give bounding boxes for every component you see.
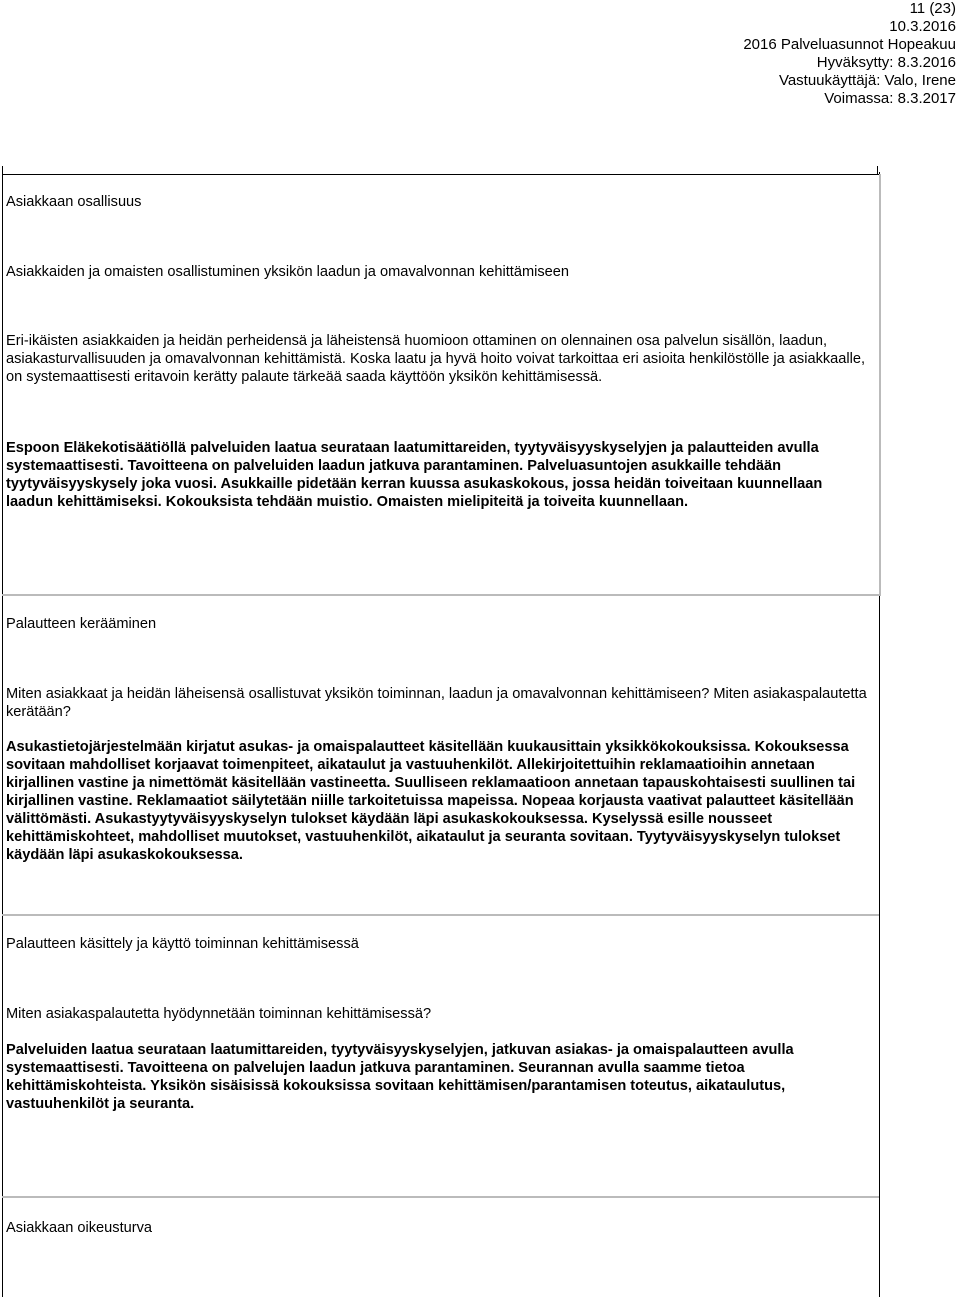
feedback-collection-answer: Asukastietojärjestelmään kirjatut asukas- ja omaispalautteet käsitellään kuukausittain yksikkökokouksissa. Kokouksessa sovitaan mahdolliset korjaavat toimenpiteet, aikataulut ja vastuuhenkilöt. Allekirjoitettuihin reklamaatioihin annetaan kirjallinen vastine ja nimettömät käsitellään vastineetta. Suulliseen reklamaatioon annetaan tapauskohtaisesti suullinen tai kirjallinen vastine. Reklamaatiot säilytetään niille tarkoitetuissa mapeissa. Nopeaa korjausta vaativat palautteet käsitellään välittömästi. Asukastyytyväisyyskyselyn tulokset käydään läpi asukaskokouksessa. Kyselyssä esille nousseet kehittämiskohteet, mahdolliset muutokset, vastuuhenkilöt, aikataulut ja seuranta sovitaan. Tyytyväisyyskyselyn tulokset käydään läpi asukaskokouksessa. <box>6 739 856 863</box>
frame-tick-left <box>2 166 3 174</box>
page-header <box>743 0 956 108</box>
feedback-handling-answer: Palveluiden laatua seurataan laatumittareiden, tyytyväisyyskyselyjen, jatkuvan asiakas- ja omaispalautteen avulla systemaattisesti. Tavoitteena on palvelujen laadun jatkuva parantaminen. Seurannan avulla saamme tietoa kehittämiskohteista. Yksikön sisäisissä kokouksissa sovitaan kehittämisen/parantamisen toteutus, aikataulutus, vastuuhenkilöt ja seuranta. <box>6 1042 794 1112</box>
document-date: 10.3.2016 <box>889 18 956 35</box>
approved-date: Hyväksytty: 8.3.2016 <box>816 54 956 71</box>
section-title-legal-protection: Asiakkaan oikeusturva <box>6 1220 153 1236</box>
section-divider-2 <box>2 914 879 916</box>
feedback-handling-question: Miten asiakaspalautetta hyödynnetään toiminnan kehittämisessä? <box>6 1006 432 1022</box>
frame-shadow-1 <box>879 174 881 596</box>
section-divider-3 <box>2 1196 879 1198</box>
frame-tick-right <box>877 166 878 174</box>
section-title-feedback-handling: Palautteen käsittely ja käyttö toiminnan kehittämisessä <box>6 936 359 952</box>
responsible-user: Vastuukäyttäjä: Valo, Irene <box>778 72 956 89</box>
section-title-feedback-collection: Palautteen kerääminen <box>6 616 157 632</box>
page-number: 11 (23) <box>909 0 956 17</box>
valid-until: Voimassa: 8.3.2017 <box>824 90 956 107</box>
participation-answer: Espoon Eläkekotisäätiöllä palveluiden laatua seurataan laatumittareiden, tyytyväisyyskyselyjen ja palautteiden avulla systemaattisesti. Tavoitteena on palveluiden laadun jatkuva parantaminen. Palveluasuntojen asukkaille tehdään tyytyväisyyskysely joka vuosi. Asukkaille pidetään kerran kuussa asukaskokous, jossa heidän toiveitaan kuunnellaan laadun kehittämiseksi. Kokouksista tehdään muistio. Omaisten mielipiteitä ja toiveita kuunnellaan. <box>6 440 823 510</box>
section-subtitle-participation: Asiakkaiden ja omaisten osallistuminen yksikön laadun ja omavalvonnan kehittämiseen <box>6 264 569 280</box>
section-divider-1 <box>2 594 879 596</box>
section-title-participation: Asiakkaan osallisuus <box>6 194 142 210</box>
frame-top-divider <box>2 174 879 175</box>
participation-description: Eri-ikäisten asiakkaiden ja heidän perheidensä ja läheistensä huomioon ottaminen on olennainen osa palvelun sisällön, laadun, asiakasturvallisuuden ja omavalvonnan kehittämistä. Koska laatu ja hyvä hoito voivat tarkoittaa eri asioita henkilöstölle ja asiakkaalle, on systemaattisesti eritavoin kerätty palaute tärkeää saada käyttöön yksikön kehittämisessä. <box>6 333 866 385</box>
feedback-collection-question: Miten asiakkaat ja heidän läheisensä osallistuvat yksikön toiminnan, laadun ja omavalvonnan kehittämiseen? Miten asiakaspalautetta kerätään? <box>6 686 867 720</box>
document-title: 2016 Palveluasunnot Hopeakuu <box>743 36 956 53</box>
